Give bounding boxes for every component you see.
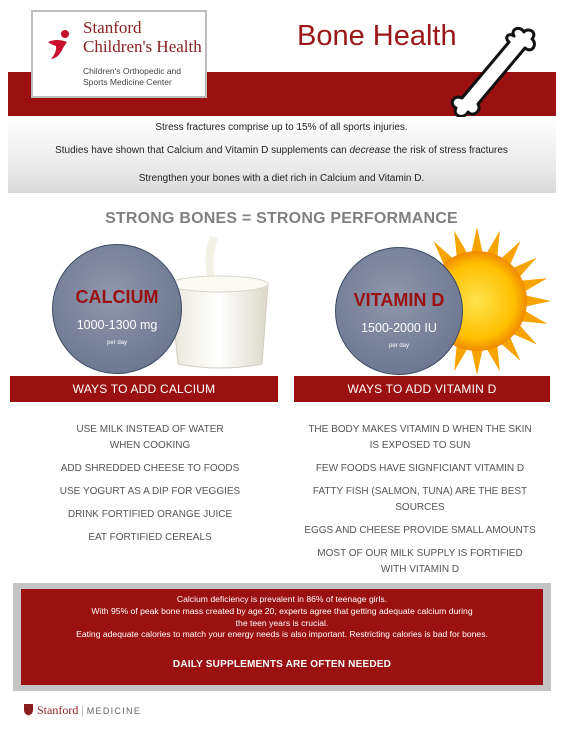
list-item-line: ADD SHREDDED CHEESE TO FOODS [60, 463, 240, 474]
vitamin-d-per-day: per day [388, 343, 409, 349]
sun-ray [525, 295, 551, 306]
list-item [18, 484, 282, 500]
page-title: Bone Health [297, 20, 457, 52]
intro-line-2: Studies have shown that Calcium and Vitamin D supplements can decrease the risk of stress fractures [55, 145, 508, 156]
list-item-line: FEW FOODS HAVE SIGNFICIANT VITAMIN D [315, 463, 525, 474]
vitamin-d-amount: 1500-2000 IU [361, 321, 437, 335]
org-logo[interactable] [31, 10, 207, 98]
shield-icon [23, 703, 34, 716]
footer-logo[interactable]: Stanford | MEDICINE [23, 703, 141, 718]
list-item-line: USE YOGURT AS A DIP FOR VEGGIES [59, 486, 241, 497]
list-item-line: SOURCES [395, 502, 445, 513]
org-subtitle: Children's Orthopedic and Sports Medicine Center [83, 66, 182, 87]
sun-ray [471, 227, 482, 253]
list-item-line: EGGS AND CHEESE PROVIDE SMALL AMOUNTS [304, 525, 536, 536]
list-item [292, 546, 548, 578]
vitamin-d-title: VITAMIN D [353, 290, 445, 310]
list-item [292, 484, 548, 516]
supplement-callout: DAILY SUPPLEMENTS ARE OFTEN NEEDED [172, 659, 392, 671]
ways-calcium-band: WAYS TO ADD CALCIUM [10, 376, 278, 402]
list-item-line: WITH VITAMIN D [380, 564, 460, 575]
ways-vitamin-d-band: WAYS TO ADD VITAMIN D [294, 376, 550, 402]
list-item-line: THE BODY MAKES VITAMIN D WHEN THE SKIN [308, 424, 532, 435]
vitamin-d-ways-list [292, 422, 548, 585]
list-item-line: EAT FORTIFIED CEREALS [88, 532, 212, 543]
list-item-line: WHEN COOKING [109, 440, 191, 451]
calcium-title: CALCIUM [75, 287, 159, 307]
list-item-line: FATTY FISH (SALMON, TUNA) ARE THE BEST [312, 486, 528, 497]
list-item-line: IS EXPOSED TO SUN [369, 440, 471, 451]
vitamin-d-circle [335, 247, 463, 375]
calcium-circle [52, 244, 182, 374]
fact-line-3: the teen years is crucial. [235, 617, 329, 628]
list-item [292, 523, 548, 539]
facts-box [21, 589, 543, 685]
section-heading: STRONG BONES = STRONG PERFORMANCE [105, 210, 458, 227]
list-item-line: MOST OF OUR MILK SUPPLY IS FORTIFIED [317, 548, 523, 559]
list-item-line: USE MILK INSTEAD OF WATER [76, 424, 224, 435]
org-name: Stanford Children's Health [83, 18, 202, 56]
fact-line-4: Eating adequate calories to match your energy needs is also important. Restricting calories is bad for bones. [76, 629, 488, 640]
footer-unit: MEDICINE [86, 706, 142, 716]
list-item [18, 507, 282, 523]
list-item [18, 422, 282, 454]
intro-line-3: Strengthen your bones with a diet rich in Calcium and Vitamin D. [138, 173, 425, 184]
list-item [18, 461, 282, 477]
fact-line-1: Calcium deficiency is prevalent in 86% of teenage girls. [176, 594, 388, 604]
sun-ray [471, 349, 482, 375]
child-figure-icon [45, 28, 73, 62]
list-item [18, 530, 282, 546]
calcium-amount: 1000-1300 mg [76, 318, 158, 332]
list-item-line: DRINK FORTIFIED ORANGE JUICE [67, 509, 233, 520]
calcium-per-day: per day [106, 340, 127, 346]
list-item [292, 422, 548, 454]
bone-icon [448, 26, 540, 126]
intro-line-1: Stress fractures comprise up to 15% of all sports injuries. [155, 122, 408, 133]
calcium-ways-list [18, 422, 282, 553]
list-item [292, 461, 548, 477]
fact-line-2: With 95% of peak bone mass created by age 20, experts agree that getting adequate calcium during [91, 605, 473, 616]
footer-brand: Stanford [37, 703, 79, 717]
